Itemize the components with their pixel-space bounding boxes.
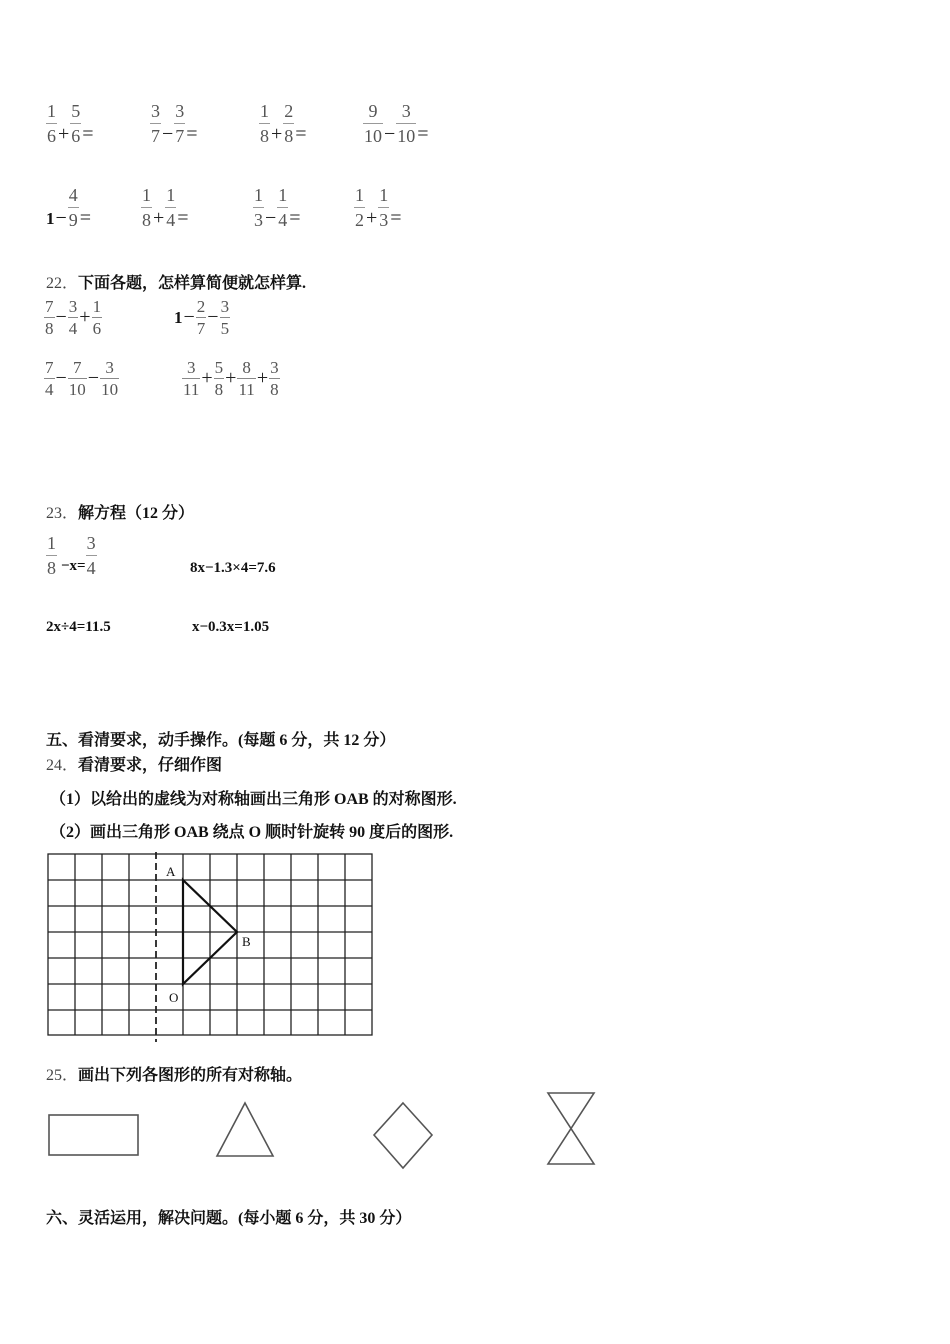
q23-eq-2: 8x−1.3×4=7.6 (190, 560, 276, 576)
q24-part-1: （1）以给出的虚线为对称轴画出三角形 OAB 的对称图形. (50, 791, 457, 808)
q22-expr-1: $\frac{7}{8}$ − $\frac{3}{4}$ + $\frac{1}{6}$ (45, 297, 102, 338)
triangle-shape (217, 1103, 273, 1156)
hourglass-shape (548, 1093, 594, 1164)
q22-expr-3: $\frac{7}{4}$ − $\frac{7}{10}$ − $\frac{3}{10}$ (45, 358, 119, 399)
calc-item-5: 1 − $\frac{4}{9}$ = (46, 185, 92, 230)
q24-grid-figure (46, 852, 376, 1047)
rectangle-shape (49, 1115, 138, 1155)
calc-item-2: $\frac{3}{7}$ − $\frac{3}{7}$ = (151, 101, 198, 146)
label-o: O (169, 990, 179, 1005)
grid-svg (46, 852, 376, 1042)
label-a: A (166, 864, 176, 879)
q22-expr-4: $\frac{3}{11}$ + $\frac{5}{8}$ + $\frac{8}{11}$ + $\frac{3}{8}$ (183, 358, 279, 399)
q23-eq-3: 2x÷4=11.5 (46, 619, 111, 635)
calc-item-7: $\frac{1}{3}$ − $\frac{1}{4}$ = (254, 185, 301, 230)
calc-item-8: $\frac{1}{2}$ + $\frac{1}{3}$ = (355, 185, 402, 230)
q25-shapes (44, 1088, 614, 1183)
q25-heading: 25．画出下列各图形的所有对称轴。 (46, 1067, 303, 1084)
calc-item-4: $\frac{9}{10}$ − $\frac{3}{10}$ = (364, 101, 429, 146)
label-b: B (242, 934, 251, 949)
q24-part-2: （2）画出三角形 OAB 绕点 O 顺时针旋转 90 度后的图形. (50, 824, 454, 841)
calc-item-3: $\frac{1}{8}$ + $\frac{2}{8}$ = (260, 101, 307, 146)
rhombus-shape (374, 1103, 432, 1168)
q24-heading: 24．看清要求，仔细作图 (46, 757, 223, 774)
section-5-title: 五、看清要求，动手操作。(每题 6 分，共 12 分） (46, 732, 396, 749)
calc-item-6: $\frac{1}{8}$ + $\frac{1}{4}$ = (142, 185, 189, 230)
q23-eq-1: $\frac{1}{8}$ −x= $\frac{3}{4}$ (47, 533, 96, 578)
q22-expr-2: 1 − $\frac{2}{7}$ − $\frac{3}{5}$ (174, 297, 230, 338)
section-6-title: 六、灵活运用，解决问题。(每小题 6 分，共 30 分） (46, 1210, 412, 1227)
q23-heading: 23．解方程（12 分） (46, 505, 195, 522)
q22-heading: 22．下面各题，怎样算简便就怎样算. (46, 275, 307, 292)
calc-item-1: $\frac{1}{6}$ + $\frac{5}{6}$ = (47, 101, 94, 146)
q23-eq-4: x−0.3x=1.05 (192, 619, 270, 635)
